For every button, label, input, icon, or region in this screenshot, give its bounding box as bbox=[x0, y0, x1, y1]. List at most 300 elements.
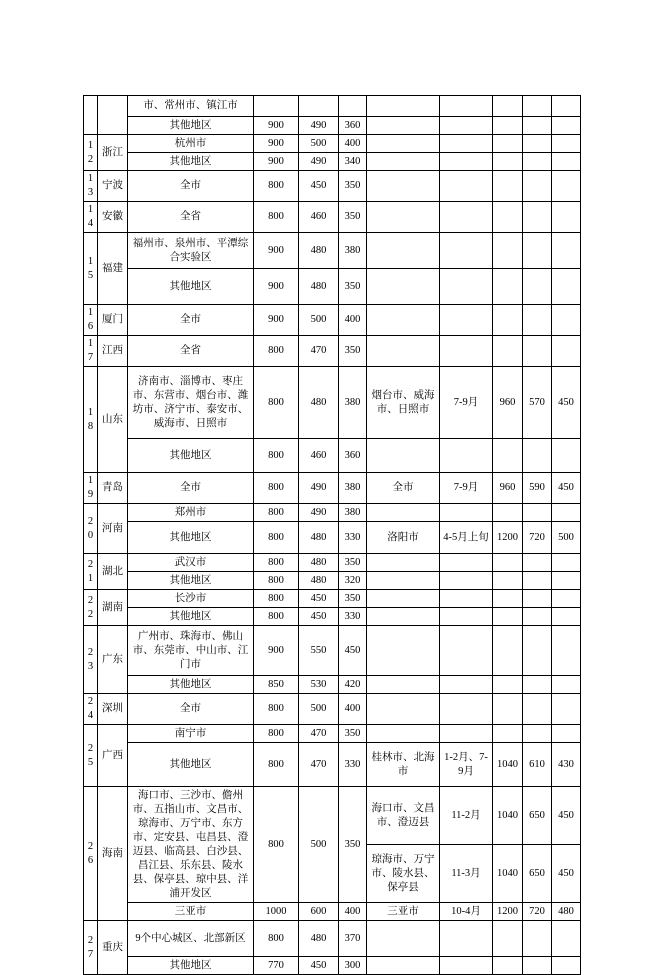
table-row bbox=[84, 626, 581, 676]
table-cell: 16 bbox=[84, 305, 98, 336]
table-cell: 360 bbox=[339, 439, 367, 473]
table-cell-empty bbox=[440, 269, 493, 305]
table-cell-empty bbox=[493, 921, 523, 957]
table-cell: 23 bbox=[84, 626, 98, 694]
table-cell-empty bbox=[552, 305, 581, 336]
table-cell-empty bbox=[493, 305, 523, 336]
table-cell-empty bbox=[493, 96, 523, 117]
table-cell-empty bbox=[339, 96, 367, 117]
table-cell: 安徽 bbox=[98, 202, 128, 233]
table-cell: 480 bbox=[299, 367, 339, 439]
table-row bbox=[84, 269, 581, 305]
table-cell: 370 bbox=[339, 921, 367, 957]
table-cell-empty bbox=[493, 554, 523, 572]
table-cell-empty bbox=[523, 504, 552, 522]
table-cell: 380 bbox=[339, 233, 367, 269]
table-cell: 11-3月 bbox=[440, 845, 493, 903]
table-cell-empty bbox=[440, 96, 493, 117]
table-cell: 800 bbox=[254, 367, 299, 439]
table-cell-empty bbox=[440, 921, 493, 957]
table-cell: 800 bbox=[254, 202, 299, 233]
table-cell: 1200 bbox=[493, 522, 523, 554]
table-cell: 广东 bbox=[98, 626, 128, 694]
table-cell: 800 bbox=[254, 554, 299, 572]
table-cell: 1040 bbox=[493, 743, 523, 787]
table-cell-empty bbox=[493, 572, 523, 590]
table-cell: 武汉市 bbox=[128, 554, 254, 572]
table-cell: 1200 bbox=[493, 903, 523, 921]
table-cell: 350 bbox=[339, 336, 367, 367]
table-cell: 全市 bbox=[128, 171, 254, 202]
table-cell: 洛阳市 bbox=[367, 522, 440, 554]
table-cell-empty bbox=[493, 439, 523, 473]
table-cell: 900 bbox=[254, 269, 299, 305]
table-cell: 330 bbox=[339, 608, 367, 626]
table-cell-empty bbox=[367, 626, 440, 676]
table-cell-empty bbox=[367, 572, 440, 590]
table-cell-empty bbox=[367, 590, 440, 608]
table-cell: 海口市、三沙市、儋州市、五指山市、文昌市、琼海市、万宁市、东方市、定安县、屯昌县、澄迈县、临高县、白沙县、昌江县、乐东县、陵水县、保亭县、琼中县、洋浦开发区 bbox=[128, 787, 254, 903]
rate-table-body bbox=[84, 96, 581, 975]
table-cell: 全省 bbox=[128, 336, 254, 367]
table-cell: 其他地区 bbox=[128, 676, 254, 694]
table-row bbox=[84, 473, 581, 504]
table-cell: 470 bbox=[299, 743, 339, 787]
table-row bbox=[84, 153, 581, 171]
table-cell: 12 bbox=[84, 135, 98, 171]
table-cell: 浙江 bbox=[98, 135, 128, 171]
table-row bbox=[84, 608, 581, 626]
table-cell-empty bbox=[523, 572, 552, 590]
table-cell: 800 bbox=[254, 725, 299, 743]
table-cell: 24 bbox=[84, 694, 98, 725]
table-cell: 800 bbox=[254, 743, 299, 787]
table-cell-empty bbox=[367, 117, 440, 135]
table-cell-empty bbox=[493, 957, 523, 975]
table-cell-empty bbox=[523, 921, 552, 957]
table-cell: 市、常州市、镇江市 bbox=[128, 96, 254, 117]
table-cell: 其他地区 bbox=[128, 572, 254, 590]
table-cell: 350 bbox=[339, 171, 367, 202]
table-cell-empty bbox=[440, 153, 493, 171]
table-cell: 广西 bbox=[98, 725, 128, 787]
table-cell: 河南 bbox=[98, 504, 128, 554]
table-row bbox=[84, 572, 581, 590]
table-cell-empty bbox=[367, 233, 440, 269]
table-cell: 480 bbox=[299, 921, 339, 957]
table-cell-empty bbox=[552, 117, 581, 135]
table-cell-empty bbox=[493, 171, 523, 202]
table-cell-empty bbox=[440, 202, 493, 233]
table-cell: 杭州市 bbox=[128, 135, 254, 153]
table-row bbox=[84, 590, 581, 608]
table-cell-empty bbox=[552, 725, 581, 743]
table-cell: 其他地区 bbox=[128, 439, 254, 473]
table-cell-empty bbox=[493, 117, 523, 135]
table-cell: 重庆 bbox=[98, 921, 128, 975]
table-cell: 300 bbox=[339, 957, 367, 975]
table-cell-empty bbox=[367, 439, 440, 473]
table-cell: 800 bbox=[254, 572, 299, 590]
table-cell: 7-9月 bbox=[440, 473, 493, 504]
table-cell: 800 bbox=[254, 439, 299, 473]
table-cell-empty bbox=[299, 96, 339, 117]
table-cell-empty bbox=[440, 233, 493, 269]
table-cell: 450 bbox=[299, 608, 339, 626]
table-cell-empty bbox=[493, 269, 523, 305]
table-cell: 480 bbox=[299, 522, 339, 554]
table-row bbox=[84, 233, 581, 269]
table-cell: 10-4月 bbox=[440, 903, 493, 921]
table-cell: 450 bbox=[299, 590, 339, 608]
table-cell-empty bbox=[552, 608, 581, 626]
table-cell: 770 bbox=[254, 957, 299, 975]
table-cell: 20 bbox=[84, 504, 98, 554]
table-cell: 三亚市 bbox=[128, 903, 254, 921]
table-cell: 宁波 bbox=[98, 171, 128, 202]
table-cell-empty bbox=[552, 590, 581, 608]
table-cell: 其他地区 bbox=[128, 957, 254, 975]
table-cell: 420 bbox=[339, 676, 367, 694]
table-cell: 550 bbox=[299, 626, 339, 676]
table-cell: 1040 bbox=[493, 787, 523, 845]
table-cell-empty bbox=[367, 202, 440, 233]
table-cell: 济南市、淄博市、枣庄市、东营市、烟台市、潍坊市、济宁市、泰安市、威海市、日照市 bbox=[128, 367, 254, 439]
table-cell-empty bbox=[523, 202, 552, 233]
table-cell: 340 bbox=[339, 153, 367, 171]
table-cell-empty bbox=[552, 676, 581, 694]
table-cell-empty bbox=[523, 626, 552, 676]
table-cell: 25 bbox=[84, 725, 98, 787]
table-cell-empty bbox=[493, 504, 523, 522]
table-cell: 720 bbox=[523, 522, 552, 554]
table-row bbox=[84, 903, 581, 921]
table-cell: 350 bbox=[339, 202, 367, 233]
table-cell: 850 bbox=[254, 676, 299, 694]
table-cell: 480 bbox=[299, 233, 339, 269]
table-cell-empty bbox=[523, 554, 552, 572]
table-cell-empty bbox=[367, 305, 440, 336]
table-cell: 800 bbox=[254, 608, 299, 626]
table-cell: 14 bbox=[84, 202, 98, 233]
table-cell: 450 bbox=[339, 626, 367, 676]
table-cell-empty bbox=[552, 694, 581, 725]
table-cell: 长沙市 bbox=[128, 590, 254, 608]
table-cell-empty bbox=[493, 725, 523, 743]
table-cell: 430 bbox=[552, 743, 581, 787]
table-cell: 9个中心城区、北部新区 bbox=[128, 921, 254, 957]
table-cell-empty bbox=[440, 694, 493, 725]
table-cell: 380 bbox=[339, 473, 367, 504]
table-cell: 海南 bbox=[98, 787, 128, 921]
table-cell-empty bbox=[440, 554, 493, 572]
table-cell: 桂林市、北海市 bbox=[367, 743, 440, 787]
table-cell: 400 bbox=[339, 135, 367, 153]
table-cell-empty bbox=[523, 957, 552, 975]
table-cell: 其他地区 bbox=[128, 269, 254, 305]
table-cell: 21 bbox=[84, 554, 98, 590]
table-cell: 800 bbox=[254, 522, 299, 554]
table-cell: 900 bbox=[254, 117, 299, 135]
table-cell: 13 bbox=[84, 171, 98, 202]
table-cell: 350 bbox=[339, 269, 367, 305]
table-row bbox=[84, 676, 581, 694]
table-cell: 22 bbox=[84, 590, 98, 626]
table-cell-empty bbox=[552, 504, 581, 522]
table-cell: 800 bbox=[254, 921, 299, 957]
table-cell-empty bbox=[523, 439, 552, 473]
table-cell: 590 bbox=[523, 473, 552, 504]
table-row bbox=[84, 96, 581, 117]
table-cell: 480 bbox=[299, 269, 339, 305]
table-cell-empty bbox=[493, 694, 523, 725]
table-cell: 900 bbox=[254, 233, 299, 269]
table-cell: 4-5月上旬 bbox=[440, 522, 493, 554]
table-cell: 1-2月、7-9月 bbox=[440, 743, 493, 787]
table-cell-empty bbox=[493, 202, 523, 233]
table-cell-empty bbox=[523, 336, 552, 367]
table-cell-empty bbox=[440, 117, 493, 135]
table-cell: 广州市、珠海市、佛山市、东莞市、中山市、江门市 bbox=[128, 626, 254, 676]
table-cell: 山东 bbox=[98, 367, 128, 473]
table-cell: 480 bbox=[299, 554, 339, 572]
table-cell: 350 bbox=[339, 787, 367, 903]
table-cell: 江西 bbox=[98, 336, 128, 367]
table-row bbox=[84, 522, 581, 554]
table-cell: 490 bbox=[299, 117, 339, 135]
table-cell: 三亚市 bbox=[367, 903, 440, 921]
table-row bbox=[84, 305, 581, 336]
table-cell: 800 bbox=[254, 787, 299, 903]
table-cell-empty bbox=[523, 233, 552, 269]
table-cell-empty bbox=[493, 153, 523, 171]
table-cell-empty bbox=[440, 305, 493, 336]
table-cell-empty bbox=[493, 135, 523, 153]
table-row bbox=[84, 202, 581, 233]
table-cell-empty bbox=[493, 676, 523, 694]
table-cell: 1000 bbox=[254, 903, 299, 921]
table-cell: 350 bbox=[339, 554, 367, 572]
table-cell-empty bbox=[440, 626, 493, 676]
table-cell: 350 bbox=[339, 725, 367, 743]
table-cell-empty bbox=[552, 171, 581, 202]
table-cell: 15 bbox=[84, 233, 98, 305]
table-cell: 500 bbox=[299, 305, 339, 336]
table-cell: 其他地区 bbox=[128, 608, 254, 626]
table-cell-empty bbox=[440, 608, 493, 626]
table-cell: 610 bbox=[523, 743, 552, 787]
table-cell: 500 bbox=[299, 135, 339, 153]
table-cell-empty bbox=[523, 305, 552, 336]
table-cell-empty bbox=[523, 135, 552, 153]
table-cell-empty bbox=[523, 590, 552, 608]
table-cell: 900 bbox=[254, 305, 299, 336]
table-cell: 1040 bbox=[493, 845, 523, 903]
table-cell-empty bbox=[552, 439, 581, 473]
table-cell-empty bbox=[367, 96, 440, 117]
table-cell: 福州市、泉州市、平潭综合实验区 bbox=[128, 233, 254, 269]
table-cell: 450 bbox=[552, 473, 581, 504]
table-cell: 450 bbox=[552, 845, 581, 903]
table-cell-empty bbox=[367, 921, 440, 957]
table-cell: 460 bbox=[299, 439, 339, 473]
table-cell-empty bbox=[523, 694, 552, 725]
table-cell: 全市 bbox=[128, 694, 254, 725]
table-cell-empty bbox=[552, 554, 581, 572]
table-cell: 490 bbox=[299, 504, 339, 522]
table-row bbox=[84, 694, 581, 725]
table-cell: 800 bbox=[254, 590, 299, 608]
table-cell-empty bbox=[440, 676, 493, 694]
table-row bbox=[84, 957, 581, 975]
table-row bbox=[84, 787, 581, 845]
table-cell: 380 bbox=[339, 504, 367, 522]
table-cell: 400 bbox=[339, 694, 367, 725]
table-cell: 厦门 bbox=[98, 305, 128, 336]
table-cell-empty bbox=[440, 572, 493, 590]
table-cell-empty bbox=[367, 135, 440, 153]
table-cell: 500 bbox=[552, 522, 581, 554]
table-cell: 960 bbox=[493, 367, 523, 439]
table-cell: 其他地区 bbox=[128, 522, 254, 554]
table-cell: 11-2月 bbox=[440, 787, 493, 845]
table-cell-empty bbox=[440, 504, 493, 522]
table-cell-empty bbox=[367, 554, 440, 572]
table-cell: 深圳 bbox=[98, 694, 128, 725]
table-cell: 460 bbox=[299, 202, 339, 233]
table-cell: 海口市、文昌市、澄迈县 bbox=[367, 787, 440, 845]
table-cell: 全省 bbox=[128, 202, 254, 233]
table-cell-empty bbox=[552, 135, 581, 153]
table-cell: 450 bbox=[552, 787, 581, 845]
table-row bbox=[84, 117, 581, 135]
table-cell-empty bbox=[493, 608, 523, 626]
table-row bbox=[84, 743, 581, 787]
table-cell-empty bbox=[367, 336, 440, 367]
table-cell-empty bbox=[367, 171, 440, 202]
table-cell: 南宁市 bbox=[128, 725, 254, 743]
table-cell-empty bbox=[493, 590, 523, 608]
table-cell-empty bbox=[552, 572, 581, 590]
table-cell: 17 bbox=[84, 336, 98, 367]
table-cell: 400 bbox=[339, 903, 367, 921]
table-cell: 800 bbox=[254, 694, 299, 725]
table-cell: 500 bbox=[299, 787, 339, 903]
table-cell-empty bbox=[552, 153, 581, 171]
table-cell-empty bbox=[440, 171, 493, 202]
table-cell: 960 bbox=[493, 473, 523, 504]
table-cell: 470 bbox=[299, 725, 339, 743]
table-cell-empty bbox=[367, 608, 440, 626]
table-cell-empty bbox=[523, 269, 552, 305]
table-cell: 湖南 bbox=[98, 590, 128, 626]
table-cell: 琼海市、万宁市、陵水县、保亭县 bbox=[367, 845, 440, 903]
table-cell: 650 bbox=[523, 845, 552, 903]
table-cell-empty bbox=[367, 725, 440, 743]
table-cell-empty bbox=[552, 269, 581, 305]
table-cell: 330 bbox=[339, 522, 367, 554]
table-cell: 400 bbox=[339, 305, 367, 336]
table-cell-empty bbox=[440, 957, 493, 975]
table-cell-empty bbox=[440, 590, 493, 608]
table-cell: 350 bbox=[339, 590, 367, 608]
table-cell: 19 bbox=[84, 473, 98, 504]
table-row bbox=[84, 439, 581, 473]
table-row bbox=[84, 367, 581, 439]
table-cell: 800 bbox=[254, 336, 299, 367]
table-cell: 郑州市 bbox=[128, 504, 254, 522]
table-row bbox=[84, 336, 581, 367]
table-cell-empty bbox=[552, 336, 581, 367]
table-cell-empty bbox=[523, 153, 552, 171]
table-row bbox=[84, 504, 581, 522]
table-cell: 湖北 bbox=[98, 554, 128, 590]
table-cell: 全市 bbox=[128, 473, 254, 504]
table-cell: 27 bbox=[84, 921, 98, 975]
table-cell: 330 bbox=[339, 743, 367, 787]
table-cell: 18 bbox=[84, 367, 98, 473]
table-cell-empty bbox=[523, 117, 552, 135]
table-cell-empty bbox=[98, 96, 128, 135]
table-cell: 800 bbox=[254, 171, 299, 202]
table-cell: 26 bbox=[84, 787, 98, 921]
table-cell-empty bbox=[523, 676, 552, 694]
table-cell-empty bbox=[254, 96, 299, 117]
table-row bbox=[84, 135, 581, 153]
table-cell: 青岛 bbox=[98, 473, 128, 504]
table-cell-empty bbox=[552, 96, 581, 117]
table-cell-empty bbox=[552, 626, 581, 676]
table-cell: 800 bbox=[254, 504, 299, 522]
table-cell: 全市 bbox=[128, 305, 254, 336]
table-cell-empty bbox=[440, 135, 493, 153]
table-cell: 其他地区 bbox=[128, 117, 254, 135]
table-cell-empty bbox=[367, 676, 440, 694]
table-cell: 800 bbox=[254, 473, 299, 504]
table-cell-empty bbox=[367, 269, 440, 305]
table-cell: 470 bbox=[299, 336, 339, 367]
table-cell: 烟台市、威海市、日照市 bbox=[367, 367, 440, 439]
table-cell-empty bbox=[84, 96, 98, 135]
table-cell-empty bbox=[552, 202, 581, 233]
table-row bbox=[84, 171, 581, 202]
table-cell: 650 bbox=[523, 787, 552, 845]
table-row bbox=[84, 921, 581, 957]
table-cell-empty bbox=[367, 153, 440, 171]
table-cell-empty bbox=[523, 171, 552, 202]
table-cell-empty bbox=[552, 233, 581, 269]
table-cell: 600 bbox=[299, 903, 339, 921]
table-cell: 900 bbox=[254, 135, 299, 153]
table-cell-empty bbox=[552, 957, 581, 975]
table-cell-empty bbox=[523, 608, 552, 626]
table-cell: 450 bbox=[552, 367, 581, 439]
table-cell: 720 bbox=[523, 903, 552, 921]
table-cell: 320 bbox=[339, 572, 367, 590]
table-cell: 360 bbox=[339, 117, 367, 135]
table-cell: 7-9月 bbox=[440, 367, 493, 439]
table-cell-empty bbox=[552, 921, 581, 957]
table-cell-empty bbox=[493, 626, 523, 676]
table-cell: 490 bbox=[299, 473, 339, 504]
table-cell-empty bbox=[440, 439, 493, 473]
table-cell: 全市 bbox=[367, 473, 440, 504]
table-cell: 490 bbox=[299, 153, 339, 171]
table-cell-empty bbox=[523, 96, 552, 117]
table-cell-empty bbox=[367, 694, 440, 725]
table-cell: 500 bbox=[299, 694, 339, 725]
table-cell: 福建 bbox=[98, 233, 128, 305]
